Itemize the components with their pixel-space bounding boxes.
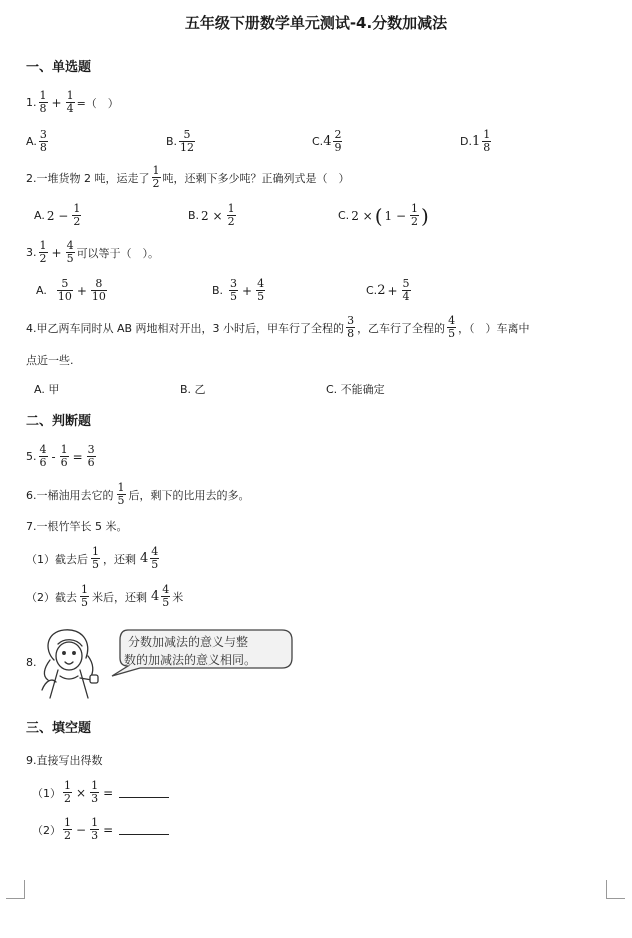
fraction: $\frac{1}{8}$ <box>39 89 47 115</box>
fraction: $\frac{3}{8}$ <box>39 128 47 154</box>
option-b[interactable]: B. 乙 <box>180 383 206 396</box>
option-b[interactable]: B. $\frac{3}{5}$ + $\frac{4}{5}$ <box>212 277 265 303</box>
fraction: $\frac{4}{5}$ <box>66 239 74 265</box>
fraction: $\frac{3}{5}$ <box>230 277 238 303</box>
question-6: 6.一桶油用去它的 $\frac{1}{5}$ 后，剩下的比用去的多。 <box>26 481 250 507</box>
fraction: $\frac{1}{6}$ <box>60 443 68 469</box>
question-8-number: 8. <box>26 656 37 669</box>
fraction: $\frac{4}{5}$ <box>162 583 170 609</box>
fraction: $\frac{3}{6}$ <box>87 443 95 469</box>
option-d[interactable]: D. 1 $\frac{1}{8}$ <box>460 128 491 154</box>
fraction: $\frac{3}{8}$ <box>347 314 355 340</box>
fraction: $\frac{5}{12}$ <box>180 128 195 154</box>
answer-blank[interactable] <box>119 787 169 798</box>
page-title: 五年级下册数学单元测试-4.分数加减法 <box>184 14 448 32</box>
fraction: $\frac{1}{8}$ <box>483 128 491 154</box>
option-c[interactable]: C. 不能确定 <box>326 383 385 396</box>
fraction: $\frac{1}{3}$ <box>91 779 99 805</box>
question-7-part-1: （1）截去后 $\frac{1}{5}$ ，还剩 4 $\frac{4}{5}$ <box>26 545 159 571</box>
question-7: 7.一根竹竿长 5 米。 <box>26 520 128 533</box>
girl-figure-icon <box>42 630 98 698</box>
section-heading-fill-in: 三、填空题 <box>26 721 92 736</box>
option-c[interactable]: C. 4 $\frac{2}{9}$ <box>312 128 342 154</box>
question-5: 5. $\frac{4}{6}$ - $\frac{1}{6}$ = $\frac{3}{6}$ <box>26 443 95 469</box>
option-c[interactable]: C. 2 × ( 1 − $\frac{1}{2}$ ) <box>338 202 429 228</box>
question-9-part-2: （2） $\frac{1}{2}$ − $\frac{1}{3}$ = <box>32 817 169 842</box>
question-9: 9.直接写出得数 <box>26 754 103 767</box>
question-tail: =（ ） <box>76 96 119 110</box>
question-7-part-2: （2）截去 $\frac{1}{5}$ 米后，还剩 4 $\frac{4}{5}$ 米 <box>26 583 184 609</box>
section-heading-single-choice: 一、单选题 <box>26 60 92 75</box>
question-2: 2.一堆货物 2 吨，运走了 $\frac{1}{2}$ 吨，还剩下多少吨？正确列式是（ ） <box>26 164 350 190</box>
page-corner-mark-right <box>606 880 625 899</box>
fraction: $\frac{1}{2}$ <box>411 202 419 228</box>
question-9-part-1: （1） $\frac{1}{2}$ × $\frac{1}{3}$ = <box>32 780 169 805</box>
option-b[interactable]: B. 2 × $\frac{1}{2}$ <box>188 202 235 228</box>
fraction: $\frac{8}{10}$ <box>91 277 106 303</box>
fraction: $\frac{1}{2}$ <box>64 816 71 842</box>
fraction: $\frac{1}{2}$ <box>73 202 81 228</box>
section-heading-true-false: 二、判断题 <box>26 414 92 429</box>
option-a[interactable]: A. $\frac{5}{10}$ + $\frac{8}{10}$ <box>36 277 106 303</box>
question-3: 3. $\frac{1}{2}$ + $\frac{4}{5}$ 可以等于（ ）。 <box>26 239 160 265</box>
option-a[interactable]: A. 甲 <box>34 383 60 396</box>
option-a[interactable]: A. 2 − $\frac{1}{2}$ <box>34 202 81 228</box>
option-c[interactable]: C. 2 + $\frac{5}{4}$ <box>366 277 410 303</box>
fraction: $\frac{5}{4}$ <box>402 277 410 303</box>
fraction: $\frac{1}{5}$ <box>92 545 99 571</box>
fraction: $\frac{5}{10}$ <box>57 277 72 303</box>
question-4-line-2: 点近一些. <box>26 354 74 367</box>
fraction: $\frac{1}{2}$ <box>39 239 47 265</box>
fraction: $\frac{1}{5}$ <box>81 583 88 609</box>
question-4: 4.甲乙两车同时从 AB 两地相对开出，3 小时后，甲车行了全程的 $\frac{3}{8}$ ，乙车行了全程的 $\frac{4}{5}$ ，（ ）车离中 <box>26 314 530 340</box>
speech-bubble-line-1: 分数加减法的意义与整 <box>128 635 249 649</box>
option-a[interactable]: A. $\frac{3}{8}$ <box>26 128 47 154</box>
answer-blank[interactable] <box>119 824 169 835</box>
question-1 <box>26 90 119 115</box>
fraction: $\frac{4}{5}$ <box>448 314 456 340</box>
fraction: $\frac{1}{2}$ <box>227 202 235 228</box>
question-number: 1. <box>26 96 37 109</box>
fraction: $\frac{4}{5}$ <box>151 545 159 571</box>
fraction: $\frac{1}{2}$ <box>152 164 160 190</box>
speech-bubble-line-2: 数的加减法的意义相同。 <box>124 653 257 667</box>
operator: + <box>51 95 62 110</box>
option-b[interactable]: B. $\frac{5}{12}$ <box>166 128 195 154</box>
fraction: $\frac{2}{9}$ <box>334 128 342 154</box>
fraction: $\frac{4}{5}$ <box>257 277 265 303</box>
fraction: $\frac{1}{4}$ <box>66 89 74 115</box>
page-corner-mark-left <box>6 880 25 899</box>
fraction: $\frac{1}{2}$ <box>64 779 71 805</box>
fraction: $\frac{4}{6}$ <box>39 443 47 469</box>
fraction: $\frac{1}{5}$ <box>117 481 125 507</box>
fraction: $\frac{1}{3}$ <box>91 816 99 842</box>
